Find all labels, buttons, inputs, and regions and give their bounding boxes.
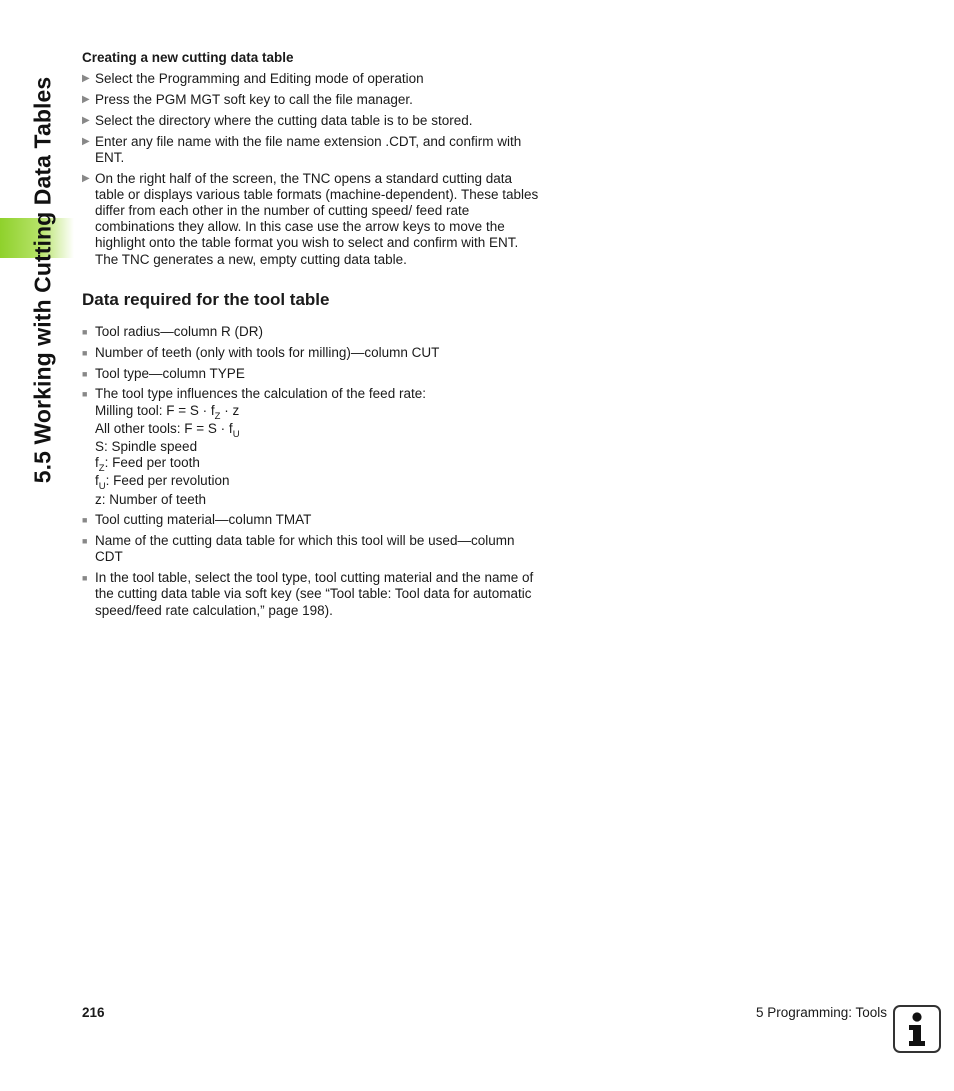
- step-item: ▶ Select the directory where the cutting data table is to be stored.: [82, 112, 473, 128]
- list-item: ■ Name of the cutting data table for which this tool will be used—column CDT: [82, 533, 515, 565]
- triangle-right-icon: ▶: [82, 114, 90, 126]
- square-bullet-icon: ■: [82, 573, 88, 584]
- chapter-title: 5 Programming: Tools: [755, 1005, 887, 1020]
- square-bullet-icon: ■: [82, 327, 88, 338]
- data-list: [82, 324, 542, 619]
- section-heading-tool-table: Data required for the tool table: [82, 289, 330, 309]
- triangle-right-icon: ▶: [82, 172, 90, 184]
- info-icon: [893, 1005, 941, 1053]
- square-bullet-icon: ■: [82, 389, 88, 400]
- step-item: ▶ Press the PGM MGT soft key to call the file manager.: [82, 92, 413, 107]
- square-bullet-icon: ■: [82, 515, 88, 526]
- step-item: ▶ Enter any file name with the file name extension .CDT, and confirm with ENT.: [82, 133, 522, 165]
- triangle-right-icon: ▶: [82, 73, 90, 85]
- triangle-right-icon: ▶: [82, 135, 90, 147]
- square-bullet-icon: ■: [82, 536, 88, 547]
- list-item: ■ Tool cutting material—column TMAT: [82, 512, 312, 528]
- triangle-right-icon: ▶: [82, 94, 90, 105]
- section-sidebar-title: 5.5 Working with Cutting Data Tables: [29, 76, 56, 484]
- list-item: ■ In the tool table, select the tool type, tool cutting material and the name of the cutting data table via soft key (see “Tool table: Tool data for automatic speed/feed rate calculation,” page 198).: [82, 570, 534, 618]
- list-item: ■ Tool type—column TYPE: [82, 365, 245, 381]
- page-number: 216: [82, 1005, 105, 1020]
- steps-list: [82, 71, 542, 268]
- list-item: ■ Tool radius—column R (DR): [82, 324, 264, 340]
- square-bullet-icon: ■: [82, 368, 88, 379]
- square-bullet-icon: ■: [82, 347, 88, 358]
- list-item-feed-rate: ■ The tool type influences the calculation of the feed rate: Milling tool: $F = S \cdot f_Z \cdot z$ All other tools: $F = S \cdot f_U$ S: Spindle speed $f_Z$: Feed per tooth $f_U$: Feed per revolution z: Number of teeth: [82, 386, 426, 507]
- step-item: ▶ On the right half of the screen, the TNC opens a standard cutting data table or displays various table formats (machine-dependent). These tables differ from each other in the number of cutting speed/ feed rate combinations they allow. In this case use the arrow keys to move the highlight onto the table format you wish to select and confirm with ENT. The TNC generates a new, empty cutting data table.: [82, 170, 539, 267]
- list-item: ■ Number of teeth (only with tools for milling)—column CUT: [82, 344, 440, 360]
- main-content: [82, 50, 542, 623]
- section-heading-create-table: Creating a new cutting data table: [82, 50, 294, 65]
- step-item: ▶ Select the Programming and Editing mode of operation: [82, 71, 424, 87]
